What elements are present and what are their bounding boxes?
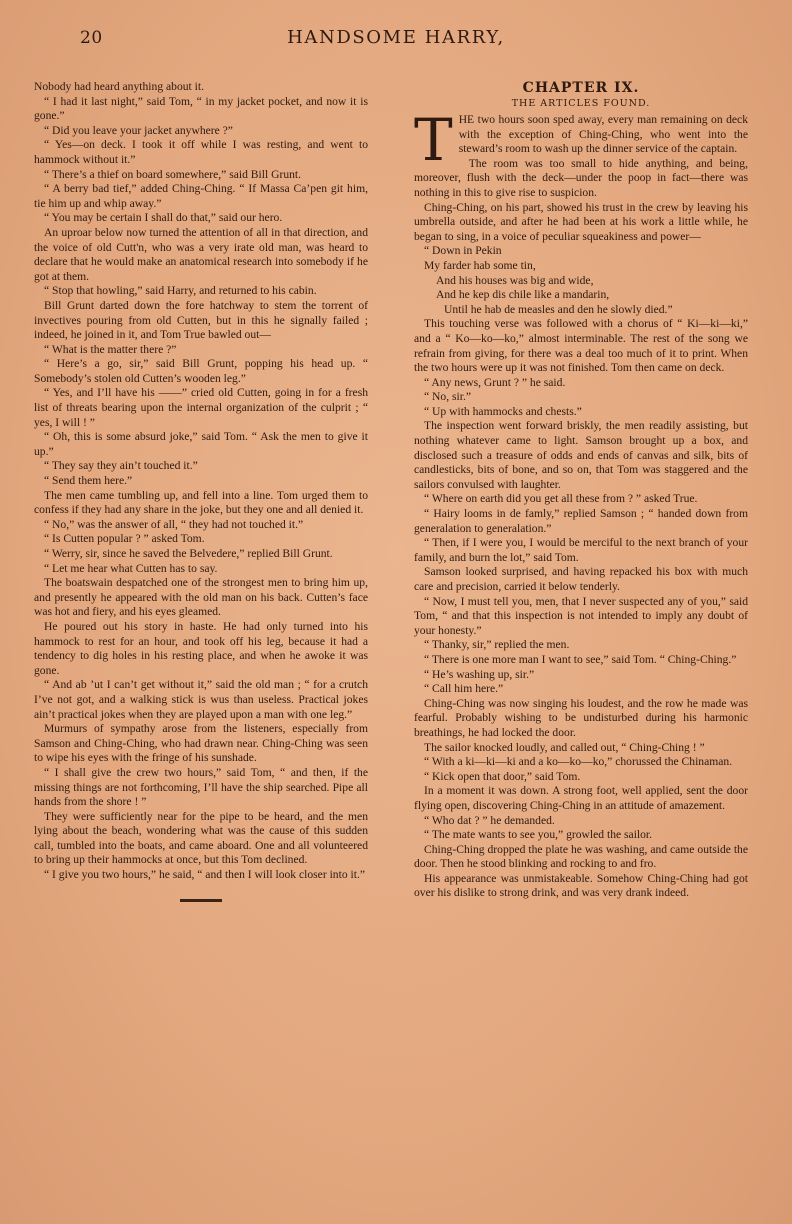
paragraph: “ With a ki—ki—ki and a ko—ko—ko,” chorussed the Chinaman. — [424, 755, 733, 769]
paragraph: They were sufficiently near for the pipe to be heard, and the men lying about the beach, wondering what was the cause of this sudden call, tumbled into the boats, and came aboard. One and all volunteered to bring up their hammocks at once, but this Tom declined. — [34, 809, 368, 867]
paragraph: “ Did you leave your jacket anywhere ?” — [44, 123, 233, 137]
paragraph: “ Werry, sir, since he saved the Belvedere,” replied Bill Grunt. — [44, 547, 333, 560]
paragraph: “ Then, if I were you, I would be merciful to the next branch of your family, and burn the lot,” said Tom. — [414, 536, 748, 564]
paragraph: “ You may be certain I shall do that,” said our hero. — [44, 211, 283, 225]
right-column — [414, 80, 748, 901]
paragraph: In a moment it was down. A strong foot, well applied, sent the door flying open, discovering Ching-Ching in an attitude of amazement. — [414, 784, 748, 812]
left-column — [34, 80, 368, 902]
paragraph: Ching-Ching was now singing his loudest, and the row he made was fearful. Probably wishing to be undisturbed during his harmonic breathings, he had locked the door. — [414, 696, 748, 739]
paragraph: The inspection went forward briskly, the men readily assisting, but nothing whatever came to light. Samson brought up a box, and disclosed such a treasure of odds and ends of canvas and silk, bits of candlesticks, bits of bone, and so on, that Tom was staggered and the sailors convulsed with laughter. — [414, 419, 748, 491]
paragraph: “ They say they ain’t touched it.” — [44, 459, 198, 473]
paragraph: “ Who dat ? ” he demanded. — [424, 813, 555, 827]
section-end-rule — [180, 899, 222, 902]
paragraph: The men came tumbling up, and fell into a line. Tom urged them to confess if they had any share in the joke, but they one and all denied it. — [34, 488, 368, 517]
paragraph: “ What is the matter there ?” — [44, 342, 177, 356]
verse-line: And he kep dis chile like a mandarin, — [436, 288, 610, 302]
verse-line: And his houses was big and wide, — [436, 273, 594, 287]
paragraph: “ Stop that howling,” said Harry, and returned to his cabin. — [44, 284, 317, 298]
paragraph: “ Any news, Grunt ? ” he said. — [424, 375, 566, 389]
paragraph: “ Send them here.” — [44, 474, 133, 488]
paragraph: “ Thanky, sir,” replied the men. — [424, 638, 570, 652]
chapter-title: CHAPTER IX. — [522, 80, 640, 96]
verse-line: “ Down in Pekin — [424, 244, 502, 258]
paragraph: “ There’s a thief on board somewhere,” said Bill Grunt. — [44, 167, 302, 181]
paragraph: “ Call him here.” — [424, 682, 504, 696]
opening-text: HE two hours soon sped away, every man remaining on deck with the exception of Ching-Ching, who went into the steward’s room to wash up the dinner service of the captain. — [458, 113, 748, 156]
paragraph: An uproar below now turned the attention of all in that direction, and the voice of old Cutt'n, who was a very irate old man, was heard to declare that he would make an anatomical research into somebody if he got at them. — [34, 225, 368, 283]
paragraph: “ The mate wants to see you,” growled the sailor. — [424, 828, 653, 842]
paragraph: Murmurs of sympathy arose from the listeners, especially from Samson and Ching-Ching, who had drawn near. Ching-Ching was seen to wipe his eyes with the fringe of his sunshade. — [34, 722, 368, 765]
opening-paragraph — [414, 106, 748, 174]
paragraph: Nobody had heard anything about it. — [34, 80, 205, 93]
paragraph: He poured out his story in haste. He had only turned into his hammock to rest for an hour, and took off his leg, because it had a tendency to dig holes in his resting place, and when he awoke it was gone. — [34, 619, 368, 677]
chapter-subtitle: THE ARTICLES FOUND. — [511, 98, 651, 109]
paragraph: “ I had it last night,” said Tom, “ in my jacket pocket, and now it is gone.” — [34, 94, 368, 123]
paragraph: “ Yes—on deck. I took it off while I was resting, and went to hammock without it.” — [34, 138, 368, 166]
page-number: 20 — [80, 28, 103, 48]
paragraph: Samson looked surprised, and having repacked his box with much care and precision, carried it below tenderly. — [414, 565, 748, 593]
paragraph: This touching verse was followed with a chorus of “ Ki—ki—ki,” and a “ Ko—ko—ko,” almost interminable. The rest of the song we refrain from giving, for there was a deal too much of it to print. When the two hours were up it was not finished. Tom then came on deck. — [414, 317, 748, 375]
drop-cap: T — [414, 106, 453, 174]
paragraph: “ And ab ’ut I can’t get without it,” said the old man ; “ for a crutch I’ve not got, and a walking stick is wus than useless. Practical jokes ain’t practical jokes when they are played upon a man with one leg.” — [34, 678, 368, 721]
paragraph: “ Hairy looms in de famly,” replied Samson ; “ handed down from generalation to generalation.” — [414, 507, 748, 535]
paragraph: Bill Grunt darted down the fore hatchway to stem the torrent of invectives pouring from old Cutten, but in this he signally failed ; indeed, he joined in it, and Tom True bawled out— — [34, 298, 368, 342]
paragraph: Ching-Ching dropped the plate he was washing, and came outside the door. Then he stood blinking and rocking to and fro. — [414, 842, 748, 871]
page-header — [0, 24, 792, 54]
paragraph: “ Yes, and I’ll have his ——” cried old Cutten, going in for a fresh list of threats bearing upon the internal organization of the culprit ; “ yes, I will ! ” — [34, 386, 368, 429]
paragraph: “ Let me hear what Cutten has to say. — [44, 561, 218, 575]
paragraph: “ A berry bad tief,” added Ching-Ching. “ If Massa Ca’pen git him, tie him up and whip away.” — [34, 182, 368, 210]
paragraph: “ I shall give the crew two hours,” said Tom, “ and then, if the missing things are not forthcoming, I’ll have the ship searched. Pipe all hands from the shore ! ” — [34, 765, 368, 809]
paragraph: “ There is one more man I want to see,” said Tom. “ Ching-Ching.” — [424, 652, 737, 666]
paragraph: “ No,” was the answer of all, “ they had not touched it.” — [44, 517, 304, 531]
paragraph: The room was too small to hide anything, and being, moreover, flush with the deck—under the poop in fact—there was nothing in this to give rise to suspicion. — [414, 156, 748, 199]
paragraph: The boatswain despatched one of the strongest men to bring him up, and presently he appeared with the old man on his back. Cutten’s face was hot and fiery, and his eyes gleamed. — [34, 576, 368, 619]
paragraph: “ Where on earth did you get all these from ? ” asked True. — [424, 492, 698, 506]
paragraph: “ Is Cutten popular ? ” asked Tom. — [44, 532, 205, 546]
verse-line: My farder hab some tin, — [424, 258, 536, 272]
paragraph: “ Here’s a go, sir,” said Bill Grunt, popping his head up. “ Somebody’s stolen old Cutten’s wooden leg.” — [34, 357, 368, 385]
paragraph: “ Oh, this is some absurd joke,” said Tom. “ Ask the men to give it up.” — [34, 430, 368, 458]
paragraph: “ Now, I must tell you, men, that I never suspected any of you,” said Tom, “ and that this inspection is not intended to imply any doubt of your honesty.” — [414, 594, 748, 637]
running-title: HANDSOME HARRY, — [287, 27, 505, 48]
paragraph: “ No, sir.” — [424, 390, 472, 404]
paragraph: “ He’s washing up, sir.” — [424, 667, 535, 681]
paragraph: “ Kick open that door,” said Tom. — [424, 769, 581, 783]
paragraph: “ Up with hammocks and chests.” — [424, 404, 582, 418]
paragraph: Ching-Ching, on his part, showed his trust in the crew by leaving his umbrella outside, and after he had been at his work a little while, he began to sing, in a voice of peculiar squeakiness and power— — [414, 200, 748, 243]
paragraph: His appearance was unmistakeable. Somehow Ching-Ching had got over his dislike to strong drink, and was very drank indeed. — [414, 871, 748, 900]
paragraph: “ I give you two hours,” he said, “ and then I will look closer into it.” — [44, 868, 366, 882]
paragraph: The sailor knocked loudly, and called out, “ Ching-Ching ! ” — [424, 740, 705, 754]
verse-line: Until he hab de measles and den he slowly died.” — [444, 302, 673, 316]
